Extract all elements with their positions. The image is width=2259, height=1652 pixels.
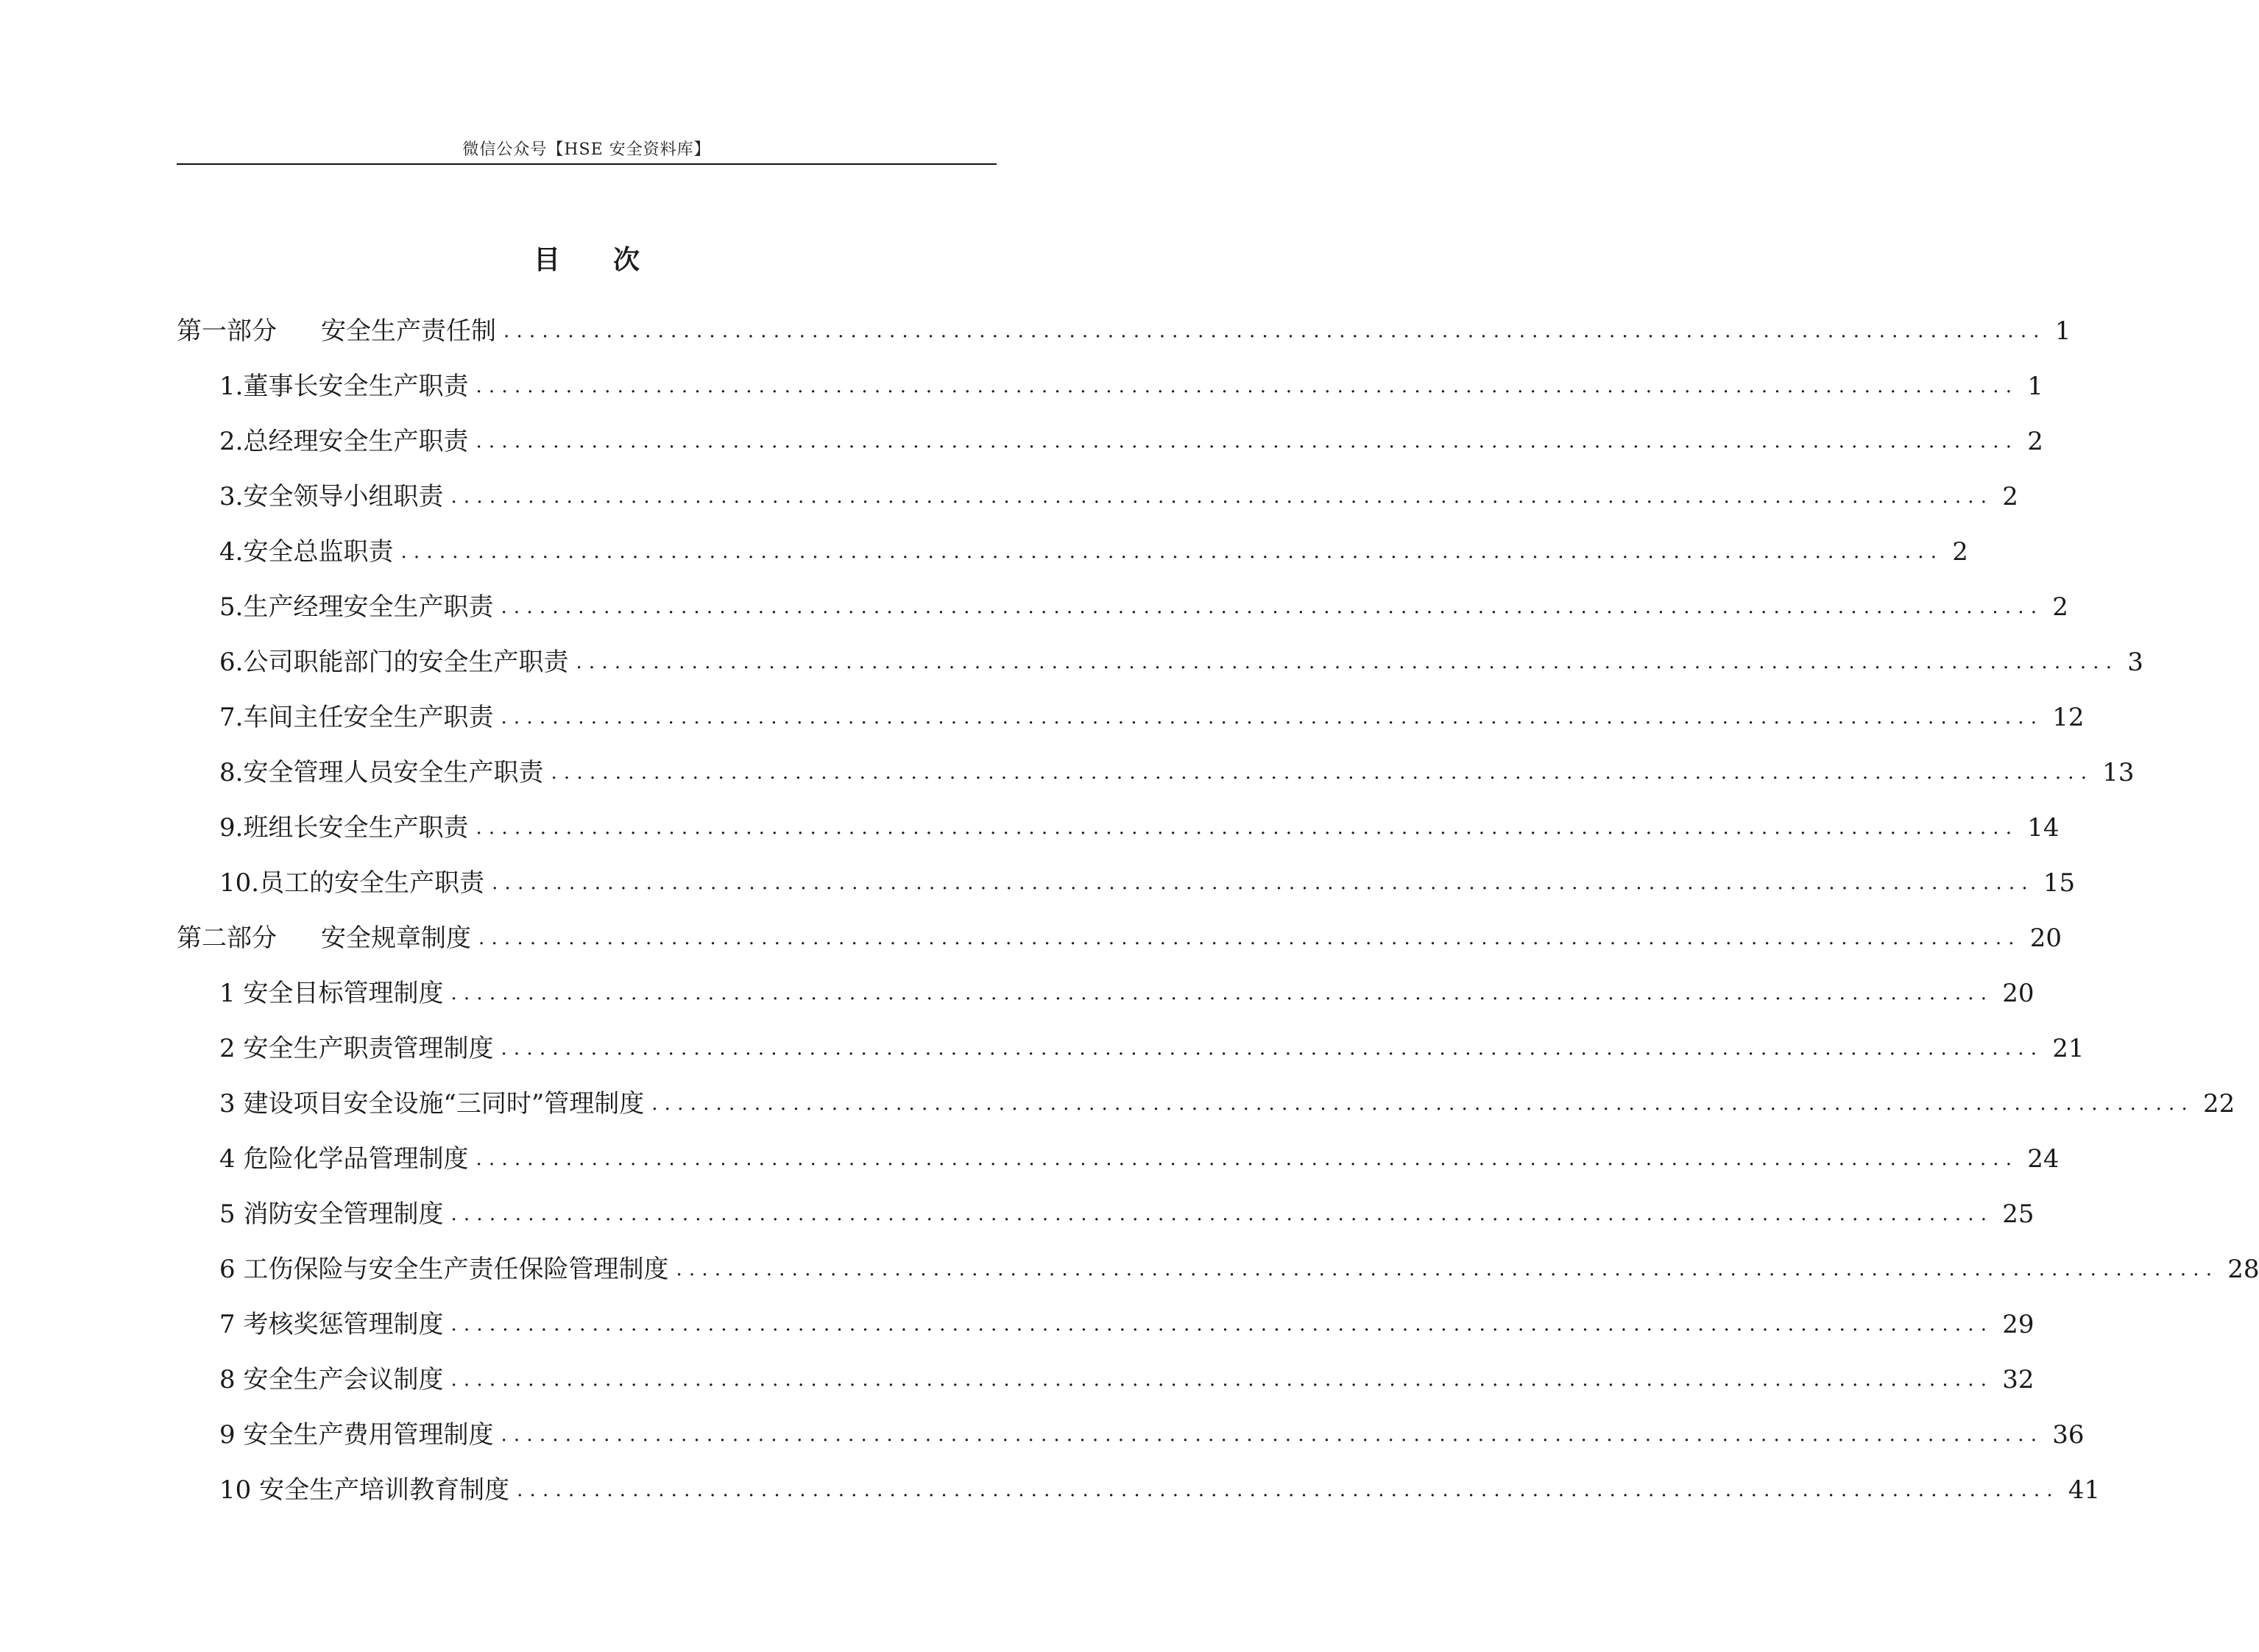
page-header: 微信公众号【HSE 安全资料库】 [462,141,711,159]
toc-entry[interactable] [177,689,2085,745]
toc-dot-leader: ........................................................................................................................ [501,595,2044,618]
toc-entry-title: 安全生产责任制 [321,316,496,346]
toc-entry-number: 5. [219,592,244,622]
page-title: 目次 [533,244,693,275]
toc-entry-label [219,1144,469,1174]
toc-entry-label [219,536,394,567]
toc-page-number: 25 [2002,1199,2034,1229]
toc-entry-number: 7. [219,702,244,732]
toc-entry-label [219,426,469,456]
toc-entry-title: 安全生产职责管理制度 [243,1033,494,1063]
toc-entry-title: 安全管理人员安全生产职责 [243,757,544,787]
toc-entry-label [219,1088,645,1119]
toc-page-number: 2 [2052,592,2068,622]
toc-dot-leader: ........................................................................................................................ [476,1147,2019,1170]
toc-entry-title: 车间主任安全生产职责 [243,702,494,732]
toc-entry-label [219,1199,444,1229]
toc-entry-title: 安全生产会议制度 [243,1364,444,1394]
toc-entry-title: 消防安全管理制度 [243,1199,444,1229]
toc-entry-title: 考核奖惩管理制度 [243,1309,444,1339]
toc-entry-number: 1 [219,978,236,1008]
toc-entry[interactable] [177,358,2043,414]
toc-entry-number: 3 [219,1088,236,1119]
toc-entry[interactable] [177,1241,2259,1297]
toc-dot-leader: ........................................................................................................................ [676,1258,2219,1280]
toc-entry-label [219,1475,510,1505]
toc-page-number: 29 [2002,1309,2034,1339]
toc-entry-label [219,481,444,511]
toc-dot-leader: ........................................................................................................................ [450,1202,1994,1225]
toc-entry-label [219,812,469,843]
toc-entry-number: 4. [219,536,244,567]
toc-entry-number: 9 [219,1419,236,1450]
toc-entry-title: 危险化学品管理制度 [243,1144,469,1174]
toc-entry[interactable] [177,414,2043,469]
toc-dot-leader: ........................................................................................................................ [576,650,2119,673]
toc-entry[interactable] [177,634,2143,689]
toc-entry-label [219,1033,494,1063]
toc-entry-label [219,868,485,898]
toc-entry-title: 建设项目安全设施“三同时”管理制度 [243,1088,645,1119]
toc-entry-number: 4 [219,1144,236,1174]
toc-entry[interactable] [177,1021,2085,1076]
toc-dot-leader: ........................................................................................................................ [501,1423,2044,1446]
toc-entry-title: 公司职能部门的安全生产职责 [243,647,569,677]
toc-entry[interactable] [177,1462,2101,1517]
toc-entry-title: 董事长安全生产职责 [243,371,469,401]
toc-entry-label [219,1364,444,1394]
toc-dot-leader: ........................................................................................................................ [450,1368,1994,1391]
toc-entry[interactable] [177,800,2060,855]
toc-dot-leader: ........................................................................................................................ [476,816,2019,839]
toc-entry-label [219,592,494,622]
toc-entry-number: 第一部分 [177,316,277,346]
toc-entry-number: 1. [219,371,244,401]
toc-entry-title: 生产经理安全生产职责 [243,592,494,622]
toc-entry-title: 工伤保险与安全生产责任保险管理制度 [243,1254,669,1284]
toc-entry-number: 3. [219,481,244,511]
toc-entry-label [219,702,494,732]
toc-dot-leader: ........................................................................................................................ [492,871,2034,894]
toc-dot-leader: ........................................................................................................................ [501,706,2044,728]
toc-entry-title: 班组长安全生产职责 [243,812,469,843]
toc-page-number: 24 [2027,1144,2060,1174]
toc-entry-label [219,647,569,677]
toc-dot-leader: ........................................................................................................................ [551,761,2094,784]
toc-entry[interactable] [177,1131,2060,1186]
toc-page-number: 1 [2027,371,2043,401]
toc-entry-number: 第二部分 [177,923,277,953]
toc-entry-number: 10 [219,1475,252,1505]
toc-entry[interactable] [177,1407,2085,1462]
toc-page-number: 15 [2043,868,2076,898]
header-divider [177,163,997,165]
toc-dot-leader: ........................................................................................................................ [503,319,2046,342]
toc-page-number: 28 [2227,1254,2259,1284]
toc-entry-number: 6. [219,647,244,677]
toc-page-number: 2 [2002,481,2018,511]
toc-entry[interactable] [177,745,2135,800]
toc-entry[interactable] [177,1076,2235,1131]
toc-entry-label [219,371,469,401]
toc-dot-leader: ........................................................................................................................ [501,1037,2044,1060]
toc-dot-leader: ........................................................................................................................ [478,926,2021,949]
toc-entry[interactable] [177,965,2034,1021]
toc-page-number: 36 [2052,1419,2085,1450]
toc-dot-leader: ........................................................................................................................ [476,430,2019,453]
toc-entry-number: 2. [219,426,244,456]
toc-page-number: 22 [2202,1088,2235,1119]
toc-entry[interactable] [177,469,2018,524]
toc-entry[interactable] [177,1297,2034,1352]
toc-dot-leader: ........................................................................................................................ [450,485,1994,508]
toc-dot-leader: ........................................................................................................................ [450,1313,1994,1336]
toc-entry-title: 安全总监职责 [243,536,394,567]
toc-entry-label [219,1254,669,1284]
toc-entry-title: 安全规章制度 [321,923,471,953]
toc-section-entry[interactable] [177,303,2071,358]
toc-page-number: 21 [2052,1033,2085,1063]
toc-section-entry[interactable] [177,910,2062,965]
toc-page-number: 13 [2102,757,2135,787]
toc-entry-label [219,1309,444,1339]
toc-entry-number: 10. [219,868,260,898]
toc-entry-title: 安全生产费用管理制度 [243,1419,494,1450]
toc-entry-label [219,757,544,787]
toc-entry-title: 安全领导小组职责 [243,481,444,511]
toc-page-number: 20 [2002,978,2034,1008]
toc-entry[interactable] [177,1186,2034,1241]
toc-entry[interactable] [177,579,2068,634]
toc-entry-number: 9. [219,812,244,843]
toc-page-number: 12 [2052,702,2085,732]
toc-entry-label [219,1419,494,1450]
toc-entry-number: 5 [219,1199,236,1229]
toc-page-number: 14 [2027,812,2060,843]
toc-page-number: 41 [2068,1475,2101,1505]
toc-dot-leader: ........................................................................................................................ [476,375,2019,397]
toc-entry-label [219,978,444,1008]
toc-entry-number: 6 [219,1254,236,1284]
toc-entry-title: 员工的安全生产职责 [259,868,485,898]
toc-entry-title: 安全目标管理制度 [243,978,444,1008]
toc-dot-leader: ........................................................................................................................ [450,982,1994,1004]
toc-entry-number: 8. [219,757,244,787]
toc-entry-label [177,923,471,953]
toc-page-number: 32 [2002,1364,2034,1394]
toc-entry[interactable] [177,524,1968,579]
table-of-contents [177,303,2259,1517]
toc-dot-leader: ........................................................................................................................ [651,1092,2194,1115]
toc-dot-leader: ........................................................................................................................ [400,540,1944,563]
toc-entry-number: 2 [219,1033,236,1063]
toc-page-number: 2 [2027,426,2043,456]
toc-page-number: 1 [2054,316,2071,346]
toc-dot-leader: ........................................................................................................................ [517,1478,2060,1501]
toc-page-number: 2 [1952,536,1968,567]
toc-entry[interactable] [177,1352,2034,1407]
toc-entry-number: 8 [219,1364,236,1394]
toc-entry-title: 安全生产培训教育制度 [259,1475,510,1505]
toc-entry-number: 7 [219,1309,236,1339]
toc-entry-label [177,316,496,346]
toc-entry-title: 总经理安全生产职责 [243,426,469,456]
toc-page-number: 3 [2127,647,2143,677]
toc-entry[interactable] [177,855,2076,910]
toc-page-number: 20 [2029,923,2062,953]
